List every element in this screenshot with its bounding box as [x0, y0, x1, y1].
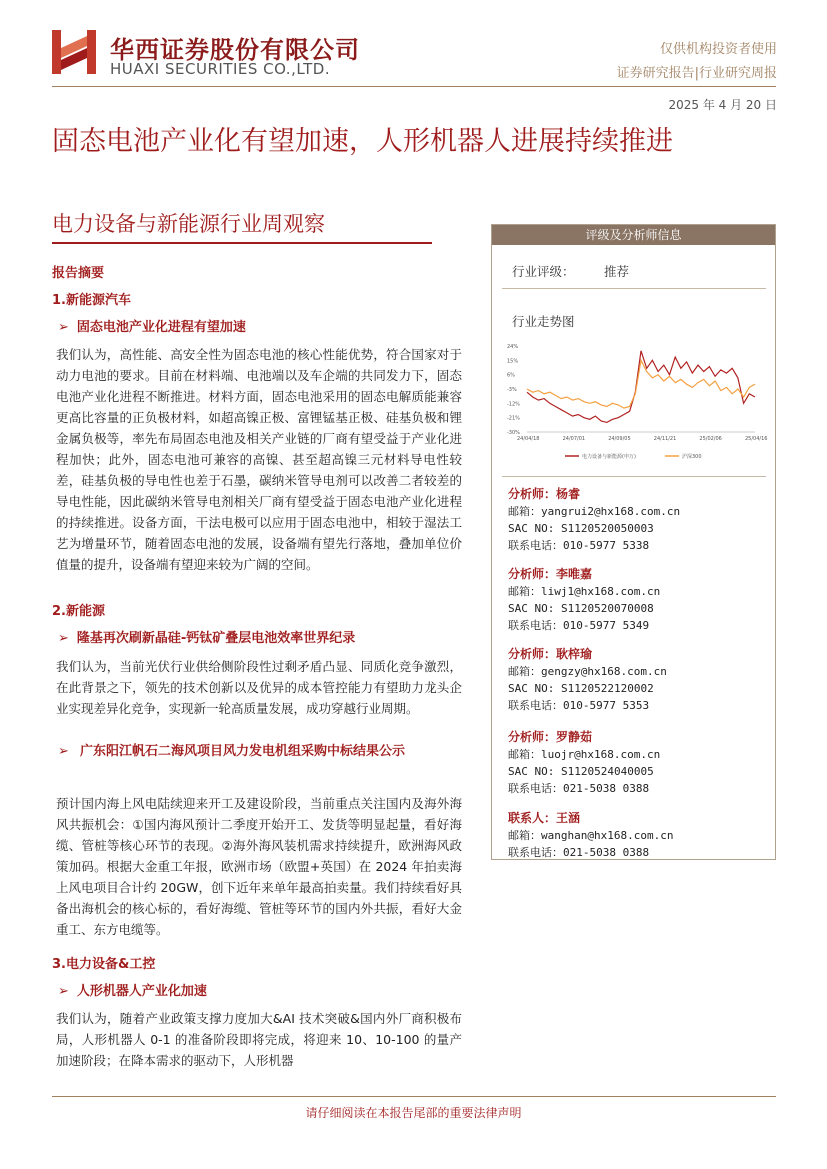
- arrow-bullet-icon: ➢: [58, 320, 69, 335]
- company-name-cn: 华西证券股份有限公司: [110, 36, 360, 64]
- legend-label: 电力设备与新能源(申万): [582, 454, 636, 460]
- section-2-bullet-1: [58, 627, 355, 646]
- y-tick-label: 24%: [507, 344, 519, 350]
- chart-y-ticks: [507, 344, 755, 436]
- analyst-sac: SAC NO: S1120520050003: [508, 522, 654, 535]
- analyst-card: [508, 729, 660, 797]
- legal-notice: 请仔细阅读在本报告尾部的重要法律声明: [305, 1106, 522, 1120]
- analyst-email[interactable]: 邮箱：gengzy@hx168.com.cn: [508, 665, 667, 678]
- arrow-bullet-icon: ➢: [58, 744, 69, 759]
- footer-divider: [52, 1096, 776, 1097]
- analyst-role: 分析师：: [508, 567, 557, 581]
- analyst-sac: SAC NO: S1120522120002: [508, 682, 654, 695]
- x-tick-label: 25/04/16: [745, 436, 768, 442]
- analyst-email[interactable]: 邮箱：yangrui2@hx168.com.cn: [508, 505, 681, 518]
- chart-legend: [565, 453, 702, 460]
- report-subtitle: 电力设备与新能源行业周观察: [52, 212, 325, 236]
- bullet-text: 广东阳江帆石二海风项目风力发电机组采购中标结果公示: [80, 744, 406, 759]
- analyst-tel: 联系电话：010-5977 5353: [508, 699, 650, 712]
- arrow-bullet-icon: ➢: [58, 984, 69, 999]
- contact-role: 联系人：: [508, 811, 557, 825]
- analyst-role: 分析师：: [508, 487, 557, 501]
- report-title: 固态电池产业化有望加速，人形机器人进展持续推进: [52, 126, 673, 157]
- y-tick-label: -30%: [507, 430, 520, 436]
- x-tick-label: 25/02/06: [699, 436, 722, 442]
- header-divider: [52, 86, 776, 87]
- section-1-paragraph: 我们认为，高性能、高安全性为固态电池的核心性能优势，符合国家对于动力电池的要求。目前在材料端、电池端以及车企端的共同发力下，固态电池产业化进程不断推进。材料方面，固态电池采用的固态电解质能兼容更高比容量的正负极材料，如超高镍正极、富锂锰基正极、硅基负极和锂金属负极等，率先布局固态电池及相关产业链的厂商有望受益于产业化进程加快；此外，固态电池可兼容的高镍、甚至超高镍三元材料导电性较差，硅基负极的导电性也差于石墨，碳纳米管导电剂可以改善二者较差的导电性能，因此碳纳米管导电剂相关厂商有望受益于固态电池产业化进程的持续推进。设备方面，干法电极可以应用于固态电池中，相较于湿法工艺为增量环节，随着固态电池的发展，设备端有望先行落地，叠加单位价值量的提升，设备端有望迎来较为广阔的空间。: [56, 347, 462, 572]
- analyst-tel: 联系电话：021-5038 0388: [508, 782, 650, 795]
- trend-chart-label: 行业走势图: [512, 314, 575, 329]
- huaxi-logo-icon: [52, 30, 96, 74]
- section-1-bullet: [58, 316, 246, 335]
- analyst-email[interactable]: 邮箱：luojr@hx168.com.cn: [508, 748, 661, 761]
- section-1-label: 1.新能源汽车: [52, 293, 131, 308]
- arrow-bullet-icon: ➢: [58, 631, 69, 646]
- section-2-paragraph-2: 预计国内海上风电陆续迎来开工及建设阶段，当前重点关注国内及海外海风共振机会：①国内海风预计二季度开始开工、发货等明显起量，看好海缆、管桩等核心环节的表现。②海外海风装机需求持续提升，欧洲海风政策加码。根据大金重工年报，欧洲市场（欧盟+英国）在 2024 年拍卖海上风电项目合计约 20GW，创下近年来单年最高拍卖量。我们持续看好具备出海机会的核心标的，看好海缆、管桩等环节的国内外共振，看好大金重工、东方电缆等。: [56, 796, 462, 937]
- bullet-text: 人形机器人产业化加速: [76, 984, 207, 999]
- analyst-name: 李唯嘉: [556, 567, 593, 581]
- x-tick-label: 24/11/21: [653, 436, 677, 442]
- analyst-role: 分析师：: [508, 730, 557, 744]
- legend-label: 沪深300: [682, 454, 702, 460]
- y-tick-label: 6%: [507, 372, 515, 379]
- analyst-email[interactable]: 邮箱：liwj1@hx168.com.cn: [508, 585, 661, 598]
- y-tick-label: -12%: [507, 401, 520, 408]
- section-2-label: 2.新能源: [52, 604, 105, 619]
- analyst-name: 耿梓瑜: [556, 647, 593, 661]
- title-underline: [52, 242, 432, 244]
- bullet-text: 隆基再次刷新晶硅-钙钛矿叠层电池效率世界纪录: [76, 631, 356, 646]
- company-name-en: HUAXI SECURITIES CO.,LTD.: [110, 60, 331, 78]
- audience-tag: 仅供机构投资者使用: [659, 42, 777, 57]
- analyst-role: 分析师：: [508, 647, 557, 661]
- x-tick-label: 24/09/05: [608, 436, 631, 442]
- section-2-bullet-2: [58, 741, 468, 762]
- y-tick-label: -21%: [507, 415, 520, 422]
- summary-label: 报告摘要: [52, 266, 105, 281]
- analyst-card: [508, 486, 680, 554]
- section-3-bullet: [58, 980, 207, 999]
- rating-label: 行业评级：: [512, 264, 575, 279]
- analyst-name: 杨睿: [556, 487, 581, 501]
- sidebar-header: 评级及分析师信息: [492, 225, 775, 245]
- industry-trend-chart: [505, 340, 768, 470]
- chart-series-lines: [527, 351, 755, 423]
- chart-x-ticks: [517, 436, 767, 442]
- y-tick-label: -3%: [507, 387, 517, 393]
- analyst-sac: SAC NO: S1120524040005: [508, 765, 654, 778]
- x-tick-label: 24/04/18: [517, 436, 540, 442]
- sidebar-divider: [502, 476, 766, 477]
- rating-value: 推荐: [604, 264, 630, 279]
- section-2-paragraph-1: 我们认为，当前光伏行业供给侧阶段性过剩矛盾凸显、同质化竞争激烈，在此背景之下，领先的技术创新以及优异的成本管控能力有望助力龙头企业实现差异化竞争，实现新一轮高质量发展，成功穿越行业周期。: [56, 659, 462, 716]
- contact-name: 王涵: [556, 811, 581, 825]
- contact-email[interactable]: 邮箱：wanghan@hx168.com.cn: [508, 829, 674, 842]
- series-line-1: [527, 360, 755, 408]
- section-3-paragraph: 我们认为，随着产业政策支撑力度加大&AI 技术突破&国内外厂商积极布局，人形机器人 0-1 的准备阶段即将完成，将迎来 10、10-100 的量产加速阶段；在降本需求的驱动下，人形机器: [56, 1011, 462, 1068]
- contact-card: [508, 810, 673, 861]
- x-tick-label: 24/07/01: [562, 436, 586, 442]
- analyst-card: [508, 646, 667, 714]
- report-date: 2025 年 4 月 20 日: [668, 98, 777, 112]
- report-type-tag: 证券研究报告|行业研究周报: [616, 66, 777, 81]
- analyst-card: [508, 566, 660, 634]
- bullet-text: 固态电池产业化进程有望加速: [76, 320, 246, 335]
- analyst-tel: 联系电话：010-5977 5349: [508, 619, 650, 632]
- contact-tel: 联系电话：021-5038 0388: [508, 846, 650, 859]
- sidebar-divider: [502, 288, 766, 289]
- section-3-label: 3.电力设备&工控: [52, 957, 156, 972]
- analyst-name: 罗静茹: [556, 730, 593, 744]
- analyst-tel: 联系电话：010-5977 5338: [508, 539, 650, 552]
- analyst-sac: SAC NO: S1120520070008: [508, 602, 654, 615]
- y-tick-label: 15%: [507, 358, 519, 365]
